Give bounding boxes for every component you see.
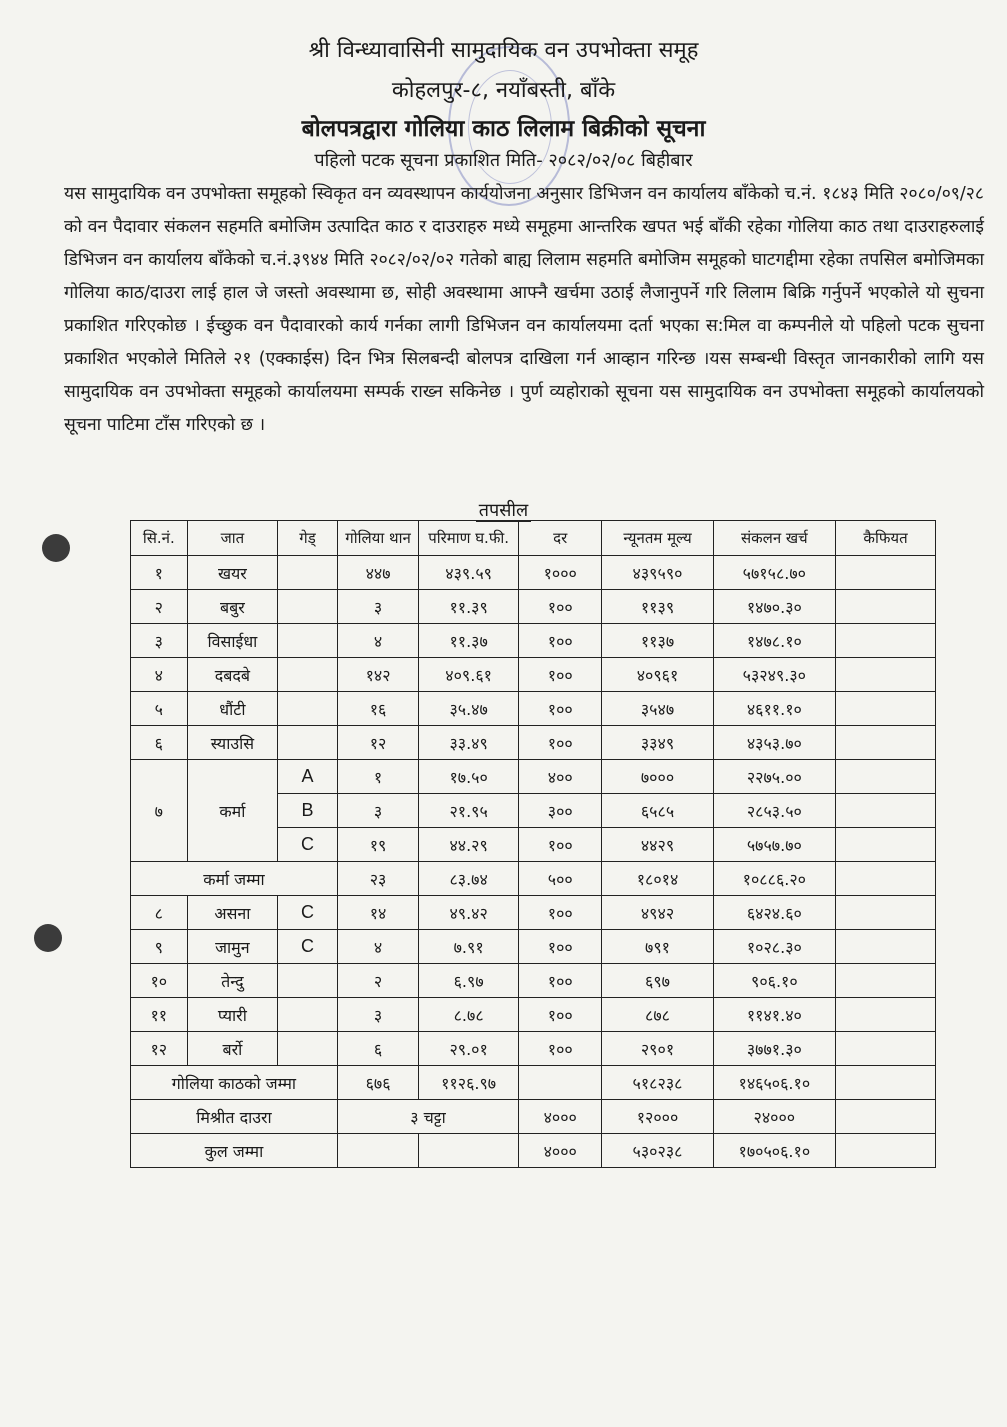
table-row	[131, 930, 936, 964]
cell-grade	[278, 726, 338, 760]
cell-species: विसाईधा	[187, 624, 278, 658]
cell-min-price: ३३४९	[602, 726, 713, 760]
grand-total-label: कुल जम्मा	[131, 1134, 338, 1168]
cell-grade: A	[278, 760, 338, 794]
cell-grade: C	[278, 896, 338, 930]
cell-species: असना	[187, 896, 278, 930]
cell-min-price: १२०००	[602, 1100, 713, 1134]
cell-cost: ५७१५८.७०	[713, 556, 836, 590]
table-row	[131, 692, 936, 726]
cell-cost: ४६११.१०	[713, 692, 836, 726]
karma-total-row	[131, 862, 936, 896]
cell-sn: ६	[131, 726, 188, 760]
cell-remark	[836, 964, 936, 998]
punch-hole-bottom	[34, 924, 62, 952]
cell-rate: १००	[519, 998, 602, 1032]
cell-remark	[836, 930, 936, 964]
cell-remark	[836, 896, 936, 930]
cell-remark	[836, 692, 936, 726]
cell-volume: १७.५०	[419, 760, 519, 794]
cell-count: ४	[337, 624, 418, 658]
cell-volume: ८.७८	[419, 998, 519, 1032]
cell-count: १४	[337, 896, 418, 930]
col-volume: परिमाण घ.फी.	[419, 521, 519, 556]
cell-grade	[278, 692, 338, 726]
cell-count: ३	[337, 998, 418, 1032]
cell-sn: ५	[131, 692, 188, 726]
cell-min-price: १८०१४	[602, 862, 713, 896]
table-row	[131, 624, 936, 658]
grand-total-row	[131, 1134, 936, 1168]
cell-grade: C	[278, 828, 338, 862]
firewood-qty: ३ चट्टा	[337, 1100, 518, 1134]
cell-sn: २	[131, 590, 188, 624]
org-address: कोहलपुर-८, नयाँबस्ती, बाँके	[391, 78, 616, 103]
cell-cost: १४७०.३०	[713, 590, 836, 624]
cell-count: १४२	[337, 658, 418, 692]
cell-grade	[278, 1032, 338, 1066]
cell-grade	[278, 624, 338, 658]
cell-min-price: ८७८	[602, 998, 713, 1032]
col-min-price: न्यूनतम मूल्य	[602, 521, 713, 556]
cell-rate: १००	[519, 1032, 602, 1066]
cell-remark	[836, 658, 936, 692]
col-species: जात	[187, 521, 278, 556]
cell-volume: ४३९.५९	[419, 556, 519, 590]
notice-title: बोलपत्रद्वारा गोलिया काठ लिलाम बिक्रीको सूचना	[301, 116, 706, 142]
cell-grade: B	[278, 794, 338, 828]
cell-rate: ५००	[519, 862, 602, 896]
cell-remark	[836, 556, 936, 590]
col-remark: कैफियत	[836, 521, 936, 556]
cell-cost: ५३२४९.३०	[713, 658, 836, 692]
cell-cost: २८५३.५०	[713, 794, 836, 828]
cell-remark	[836, 1066, 936, 1100]
cell-volume: ४०९.६१	[419, 658, 519, 692]
cell-count: ६७६	[337, 1066, 418, 1100]
cell-min-price: ४३९५९०	[602, 556, 713, 590]
col-count: गोलिया थान	[337, 521, 418, 556]
cell-count: १९	[337, 828, 418, 862]
cell-grade	[278, 964, 338, 998]
cell-species: दबदबे	[187, 658, 278, 692]
cell-remark	[836, 998, 936, 1032]
cell-count: २३	[337, 862, 418, 896]
cell-species: स्याउसि	[187, 726, 278, 760]
cell-rate: १००	[519, 624, 602, 658]
cell-species: धौंटी	[187, 692, 278, 726]
cell-min-price: ६५८५	[602, 794, 713, 828]
cell-volume: ११.३९	[419, 590, 519, 624]
cell-min-price: ६९७	[602, 964, 713, 998]
cell-volume	[419, 1134, 519, 1168]
cell-remark	[836, 862, 936, 896]
cell-cost: ४३५३.७०	[713, 726, 836, 760]
cell-remark	[836, 726, 936, 760]
cell-species: जामुन	[187, 930, 278, 964]
cell-cost: २४०००	[713, 1100, 836, 1134]
col-sn: सि.नं.	[131, 521, 188, 556]
cell-min-price: ७९१	[602, 930, 713, 964]
cell-count: ६	[337, 1032, 418, 1066]
cell-sn: ३	[131, 624, 188, 658]
cell-species: बबुर	[187, 590, 278, 624]
cell-min-price: ५३०२३८	[602, 1134, 713, 1168]
table-row	[131, 1032, 936, 1066]
cell-volume: ७.९१	[419, 930, 519, 964]
cell-rate: ३००	[519, 794, 602, 828]
table-row	[131, 998, 936, 1032]
cell-count: ४४७	[337, 556, 418, 590]
cell-count: २	[337, 964, 418, 998]
cell-count: १	[337, 760, 418, 794]
notice-body: यस सामुदायिक वन उपभोक्ता समूहको स्विकृत वन व्यवस्थापन कार्ययोजना अनुसार डिभिजन वन कार्यालय बाँकेको च.नं. १८४३ मिति २०८०/०९/२८ को वन पैदावार संकलन सहमति बमोजिम उत्पादित काठ र दाउराहरु मध्ये समूहमा आन्तरिक खपत भई बाँकी रहेका गोलिया काठ तथा दाउराहरुलाई डिभिजन वन कार्यालय बाँकेको च.नं.३९४४ मिति २०८२/०२/०२ गतेको बाह्य लिलाम सहमति बमोजिम समूहको घाटगद्दीमा रहेका तपसिल बमोजिमका गोलिया काठ/दाउरा लाई हाल जे जस्तो अवस्थामा छ, सोही अवस्थामा आफ्नै खर्चमा उठाई लैजानुपर्ने गरि लिलाम बिक्रि गर्नुपर्ने भएकोले यो सुचना प्रकाशित गरिएकोछ । ईच्छुक वन पैदावारको कार्य गर्नका लागी डिभिजन वन कार्यालयमा दर्ता भएका स:मिल वा कम्पनीले यो पहिलो पटक सुचना प्रकाशित भएकोले मितिले २१ (एक्काईस) दिन भित्र सिलबन्दी बोलपत्र दाखिला गर्न आव्हान गरिन्छ ।यस सम्बन्धी विस्तृत जानकारीको लागि यस सामुदायिक वन उपभोक्ता समूहको कार्यालयमा सम्पर्क राख्न सकिनेछ । पुर्ण व्यहोराको सूचना यस सामुदायिक वन उपभोक्ता समूहको कार्यालयको सूचना पाटिमा टाँस गरिएको छ ।	[64, 184, 984, 435]
cell-rate	[519, 1066, 602, 1100]
cell-cost: ११४१.४०	[713, 998, 836, 1032]
cell-species: खयर	[187, 556, 278, 590]
cell-grade: C	[278, 930, 338, 964]
timber-total-label: गोलिया काठको जम्मा	[131, 1066, 338, 1100]
table-row	[131, 896, 936, 930]
col-cost: संकलन खर्च	[713, 521, 836, 556]
table-row	[131, 760, 936, 794]
cell-rate: ४००	[519, 760, 602, 794]
cell-cost: १७०५०६.१०	[713, 1134, 836, 1168]
cell-cost: १४६५०६.१०	[713, 1066, 836, 1100]
cell-count: ४	[337, 930, 418, 964]
timber-total-row	[131, 1066, 936, 1100]
cell-rate: १००	[519, 658, 602, 692]
karma-total-label: कर्मा जम्मा	[131, 862, 338, 896]
cell-min-price: ११३७	[602, 624, 713, 658]
cell-min-price: ७०००	[602, 760, 713, 794]
cell-rate: १०००	[519, 556, 602, 590]
cell-sn: ७	[131, 760, 188, 862]
org-name: श्री विन्ध्यावासिनी सामुदायिक वन उपभोक्ता समूह	[308, 38, 699, 63]
cell-volume: ३५.४७	[419, 692, 519, 726]
cell-cost: ३७७१.३०	[713, 1032, 836, 1066]
cell-rate: ४०००	[519, 1134, 602, 1168]
cell-count	[337, 1134, 418, 1168]
cell-count: ३	[337, 590, 418, 624]
cell-remark	[836, 794, 936, 828]
col-grade: गेड्	[278, 521, 338, 556]
cell-cost: १०२८.३०	[713, 930, 836, 964]
cell-cost: ५७५७.७०	[713, 828, 836, 862]
punch-hole-top	[42, 534, 70, 562]
cell-grade	[278, 556, 338, 590]
cell-min-price: ११३९	[602, 590, 713, 624]
table-row	[131, 556, 936, 590]
firewood-row	[131, 1100, 936, 1134]
cell-min-price: ४४२९	[602, 828, 713, 862]
cell-species: तेन्दु	[187, 964, 278, 998]
auction-table	[130, 520, 936, 1168]
cell-sn: ८	[131, 896, 188, 930]
cell-min-price: ४९४२	[602, 896, 713, 930]
cell-cost: २२७५.००	[713, 760, 836, 794]
cell-volume: २१.९५	[419, 794, 519, 828]
cell-sn: ४	[131, 658, 188, 692]
col-rate: दर	[519, 521, 602, 556]
cell-min-price: ५१८२३८	[602, 1066, 713, 1100]
cell-remark	[836, 1134, 936, 1168]
cell-remark	[836, 828, 936, 862]
table-row	[131, 964, 936, 998]
cell-remark	[836, 760, 936, 794]
cell-volume: २९.०१	[419, 1032, 519, 1066]
cell-cost: ६४२४.६०	[713, 896, 836, 930]
cell-rate: १००	[519, 590, 602, 624]
cell-remark	[836, 590, 936, 624]
cell-cost: १०८८६.२०	[713, 862, 836, 896]
cell-rate: १००	[519, 930, 602, 964]
table-caption: तपसील	[0, 498, 1007, 522]
cell-volume: ११.३७	[419, 624, 519, 658]
cell-sn: १०	[131, 964, 188, 998]
table-header-row	[131, 521, 936, 556]
cell-remark	[836, 624, 936, 658]
cell-count: १६	[337, 692, 418, 726]
cell-volume: ६.९७	[419, 964, 519, 998]
cell-grade	[278, 658, 338, 692]
cell-volume: ११२६.९७	[419, 1066, 519, 1100]
cell-volume: ४९.४२	[419, 896, 519, 930]
cell-sn: १२	[131, 1032, 188, 1066]
cell-species: कर्मा	[187, 760, 278, 862]
cell-volume: ८३.७४	[419, 862, 519, 896]
cell-cost: ९०६.१०	[713, 964, 836, 998]
cell-cost: १४७८.१०	[713, 624, 836, 658]
firewood-label: मिश्रीत दाउरा	[131, 1100, 338, 1134]
cell-rate: १००	[519, 692, 602, 726]
cell-min-price: २९०१	[602, 1032, 713, 1066]
table-row	[131, 658, 936, 692]
cell-sn: ९	[131, 930, 188, 964]
cell-volume: ३३.४९	[419, 726, 519, 760]
cell-volume: ४४.२९	[419, 828, 519, 862]
cell-rate: १००	[519, 726, 602, 760]
cell-remark	[836, 1100, 936, 1134]
cell-grade	[278, 590, 338, 624]
cell-min-price: ४०९६१	[602, 658, 713, 692]
cell-min-price: ३५४७	[602, 692, 713, 726]
cell-rate: १००	[519, 896, 602, 930]
publish-date-line: पहिलो पटक सूचना प्रकाशित मिति- २०८२/०२/०८ बिहीबार	[314, 150, 693, 171]
cell-rate: ४०००	[519, 1100, 602, 1134]
cell-remark	[836, 1032, 936, 1066]
cell-species: बर्रो	[187, 1032, 278, 1066]
cell-count: ३	[337, 794, 418, 828]
cell-rate: १००	[519, 828, 602, 862]
cell-rate: १००	[519, 964, 602, 998]
table-row	[131, 590, 936, 624]
cell-species: प्यारी	[187, 998, 278, 1032]
table-row	[131, 726, 936, 760]
cell-count: १२	[337, 726, 418, 760]
cell-sn: १	[131, 556, 188, 590]
cell-grade	[278, 998, 338, 1032]
cell-sn: ११	[131, 998, 188, 1032]
